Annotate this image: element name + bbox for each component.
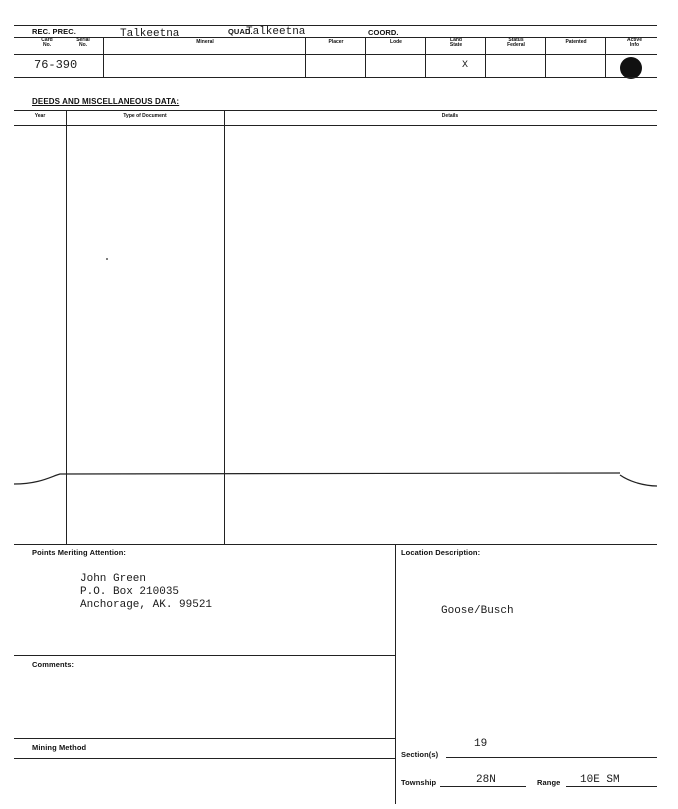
range-value: 10E SM [580, 774, 620, 786]
header-sep [485, 37, 486, 77]
points-line-3: Anchorage, AK. 99521 [80, 599, 213, 611]
header-sep [425, 37, 426, 77]
township-label: Township [401, 778, 437, 787]
header-sep [305, 37, 306, 77]
mining-method-top-rule [14, 738, 395, 739]
deeds-col-year: Year [34, 113, 46, 119]
header-sep [103, 37, 104, 77]
col-mineral: Mineral [196, 39, 214, 45]
mining-method-label: Mining Method [32, 743, 87, 752]
header-columns-rule [14, 54, 657, 55]
points-line-2: P.O. Box 210035 [80, 586, 180, 598]
deeds-header-rule [14, 125, 657, 126]
section-label: Section(s) [401, 750, 439, 759]
deeds-title: DEEDS AND MISCELLANEOUS DATA: [32, 97, 180, 106]
header-mid-rule [14, 37, 657, 38]
speck [106, 258, 108, 260]
lower-center-divider [395, 544, 396, 804]
active-info-dot [620, 57, 642, 79]
deeds-col-details: Details [441, 113, 459, 119]
col-placer: Placer [328, 39, 344, 45]
comments-top-rule [14, 655, 395, 656]
quad-value: Talkeetna [246, 26, 306, 38]
header-sep [545, 37, 546, 77]
deeds-col-type: Type of Document [123, 113, 167, 119]
points-meriting-attention-label: Points Meriting Attention: [32, 548, 126, 557]
header-bottom-rule [14, 77, 657, 78]
col-serial-no: Serial No. [76, 37, 90, 48]
header-top-rule [14, 25, 657, 26]
quad-label: QUAD. [228, 27, 253, 36]
rec-prec-label: REC. PREC. [32, 27, 76, 36]
fold-crease-line [0, 462, 678, 492]
points-line-1: John Green [80, 573, 147, 585]
township-underline [440, 786, 526, 787]
col-land-state: Land State [449, 37, 463, 48]
col-status-federal: Status Federal [507, 37, 525, 48]
header-sep [605, 37, 606, 77]
location-description-value: Goose/Busch [441, 605, 514, 617]
range-underline [566, 786, 657, 787]
deeds-bottom-rule [14, 544, 657, 545]
col-card-no: Card No. [41, 37, 53, 48]
comments-label: Comments: [32, 660, 75, 669]
rec-prec-value: Talkeetna [120, 28, 180, 40]
col-patented: Patented [565, 39, 587, 45]
mining-method-bottom-rule [14, 758, 395, 759]
section-underline [446, 757, 657, 758]
deeds-top-rule [14, 110, 657, 111]
col-active-info: Active Info [626, 37, 642, 48]
township-value: 28N [476, 774, 496, 786]
header-sep [365, 37, 366, 77]
col-lode: Lode [390, 39, 402, 45]
land-state-mark: X [462, 60, 469, 71]
section-value: 19 [474, 738, 488, 750]
location-description-label: Location Description: [401, 548, 481, 557]
range-label: Range [537, 778, 561, 787]
card-no-value: 76-390 [34, 58, 78, 72]
coord-label: COORD. [368, 28, 399, 37]
